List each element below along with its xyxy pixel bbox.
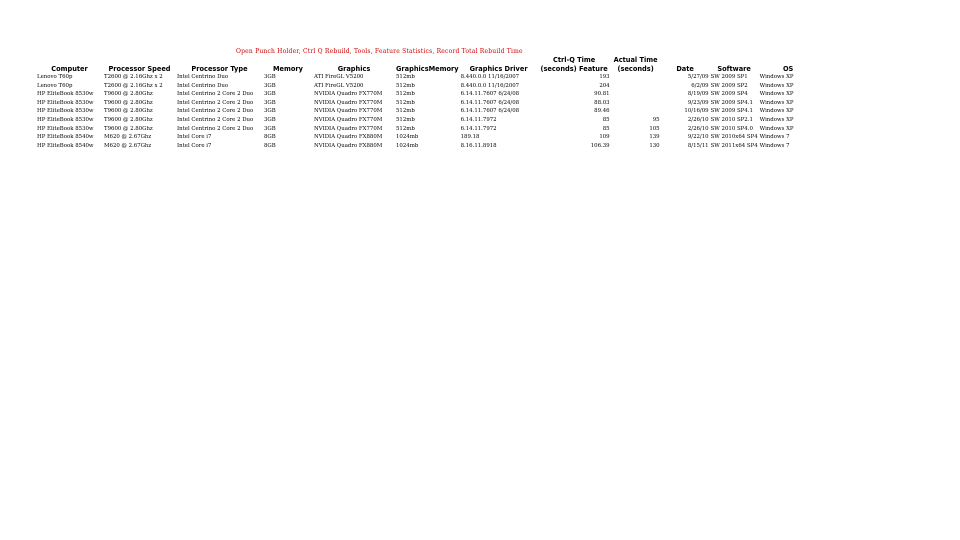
cell-ctrlq-time[interactable]: 89.46 bbox=[594, 108, 610, 115]
cell-processor-type[interactable]: Intel Core i7 bbox=[177, 134, 212, 141]
cell-os[interactable]: Windows XP bbox=[759, 82, 794, 89]
cell-software[interactable]: SW 2009 SP1 bbox=[710, 74, 748, 80]
cell-date[interactable]: 10/16/09 bbox=[684, 108, 709, 115]
cell-processor-type[interactable]: Intel Centrino 2 Core 2 Duo bbox=[177, 108, 254, 115]
cell-memory[interactable]: 3GB bbox=[264, 82, 276, 89]
cell-graphics-driver[interactable]: 6.14.11.7607 6/24/08 bbox=[460, 108, 520, 115]
cell-graphics-memory[interactable]: 512mb bbox=[396, 125, 415, 132]
cell-memory[interactable]: 3GB bbox=[264, 125, 276, 132]
header-actual-time[interactable] bbox=[611, 56, 661, 73]
cell-ctrlq-time[interactable]: 90.81 bbox=[594, 91, 610, 98]
cell-graphics-driver[interactable]: 189.18 bbox=[460, 134, 480, 141]
cell-graphics-driver[interactable]: 6.14.11.7607 6/24/08 bbox=[460, 91, 520, 98]
header-ctrlq-time-line1: Ctrl-Q Time bbox=[552, 56, 596, 64]
cell-actual-time[interactable]: 139 bbox=[649, 134, 660, 141]
cell-date[interactable]: 9/22/10 bbox=[687, 134, 709, 141]
cell-os[interactable]: Windows XP bbox=[759, 108, 794, 115]
cell-os[interactable]: Windows XP bbox=[759, 91, 794, 98]
cell-actual-time[interactable]: 105 bbox=[649, 125, 660, 132]
cell-ctrlq-time[interactable]: 193 bbox=[599, 74, 610, 80]
cell-processor-type[interactable]: Intel Centrino Duo bbox=[177, 74, 229, 80]
cell-software[interactable]: SW 2010 SP4.0 bbox=[710, 125, 753, 132]
cell-software[interactable]: SW 2009 SP4.1 bbox=[710, 99, 753, 106]
cell-memory[interactable]: 8GB bbox=[264, 142, 276, 149]
cell-computer[interactable]: HP EliteBook 8530w bbox=[37, 99, 94, 106]
cell-memory[interactable]: 3GB bbox=[264, 108, 276, 115]
cell-software[interactable]: SW 2010x64 SP4 bbox=[710, 134, 758, 141]
cell-date[interactable]: 6/2/09 bbox=[691, 82, 709, 89]
cell-graphics-driver[interactable]: 8.440.0.0 11/16/2007 bbox=[460, 82, 520, 89]
header-row bbox=[36, 56, 818, 73]
cell-processor-speed[interactable]: T9600 @ 2.80Ghz bbox=[104, 116, 153, 123]
cell-actual-time[interactable] bbox=[611, 107, 661, 116]
cell-actual-time[interactable] bbox=[611, 99, 661, 108]
cell-memory[interactable]: 3GB bbox=[264, 91, 276, 98]
cell-processor-type[interactable]: Intel Core i7 bbox=[177, 142, 212, 149]
header-graphics[interactable]: Graphics bbox=[337, 64, 371, 73]
table-row bbox=[36, 99, 818, 108]
cell-processor-type[interactable]: Intel Centrino 2 Core 2 Duo bbox=[177, 91, 254, 98]
cell-software[interactable]: SW 2009 SP4.1 bbox=[710, 108, 753, 115]
cell-processor-speed[interactable]: T9600 @ 2.80Ghz bbox=[104, 91, 153, 98]
cell-os[interactable]: Windows XP bbox=[759, 116, 794, 123]
cell-date[interactable]: 5/27/09 bbox=[687, 74, 709, 80]
sheet-caption: Open Punch Holder, Ctrl Q Rebuild, Tools, Feature Statistics, Record Total Rebuild Time bbox=[236, 48, 523, 55]
cell-software[interactable]: SW 2009 SP2 bbox=[710, 82, 748, 89]
cell-processor-speed[interactable]: M620 @ 2.67Ghz bbox=[104, 142, 152, 149]
cell-ctrlq-time[interactable]: 88.03 bbox=[594, 99, 610, 106]
cell-computer[interactable]: HP EliteBook 8530w bbox=[37, 116, 94, 123]
cell-computer[interactable]: Lenovo T60p bbox=[37, 74, 73, 80]
cell-os[interactable]: Windows 7 bbox=[759, 142, 790, 149]
cell-graphics-memory[interactable]: 512mb bbox=[396, 108, 415, 115]
cell-processor-speed[interactable]: T2600 @ 2.16Ghz x 2 bbox=[104, 74, 163, 80]
cell-ctrlq-time[interactable]: 204 bbox=[599, 82, 610, 89]
cell-memory[interactable]: 3GB bbox=[264, 99, 276, 106]
cell-computer[interactable]: HP EliteBook 8540w bbox=[37, 134, 94, 141]
cell-date[interactable]: 2/26/10 bbox=[687, 116, 709, 123]
cell-os[interactable]: Windows XP bbox=[759, 99, 794, 106]
cell-graphics-driver[interactable]: 6.14.11.7972 bbox=[460, 125, 497, 132]
table-row bbox=[36, 125, 818, 134]
header-ctrlq-time[interactable] bbox=[538, 56, 611, 73]
cell-graphics[interactable]: NVIDIA Quadro FX770M bbox=[314, 116, 383, 123]
cell-computer[interactable]: HP EliteBook 8540w bbox=[37, 142, 94, 149]
header-memory[interactable]: Memory bbox=[273, 64, 303, 73]
table-row bbox=[36, 116, 818, 125]
table-row bbox=[36, 73, 818, 82]
cell-processor-speed[interactable]: T9600 @ 2.80Ghz bbox=[104, 125, 153, 132]
header-computer[interactable]: Computer bbox=[51, 64, 88, 73]
cell-processor-speed[interactable]: T9600 @ 2.80Ghz bbox=[104, 108, 153, 115]
cell-graphics-driver[interactable]: 8.16.11.8918 bbox=[460, 142, 497, 149]
header-date[interactable]: Date bbox=[676, 64, 694, 73]
cell-graphics-memory[interactable]: 512mb bbox=[396, 82, 415, 89]
cell-graphics-memory[interactable]: 512mb bbox=[396, 99, 415, 106]
benchmark-table bbox=[36, 56, 818, 150]
cell-graphics[interactable]: NVIDIA Quadro FX770M bbox=[314, 99, 383, 106]
cell-graphics-memory[interactable]: 1024mb bbox=[396, 134, 419, 141]
cell-computer[interactable]: HP EliteBook 8530w bbox=[37, 91, 94, 98]
cell-graphics-memory[interactable]: 512mb bbox=[396, 91, 415, 98]
cell-memory[interactable]: 8GB bbox=[264, 134, 276, 141]
header-graphics-driver[interactable]: Graphics Driver bbox=[469, 64, 528, 73]
cell-os[interactable]: Windows 7 bbox=[759, 134, 790, 141]
cell-memory[interactable]: 3GB bbox=[264, 74, 276, 80]
cell-graphics-memory[interactable]: 512mb bbox=[396, 116, 415, 123]
cell-graphics-driver[interactable]: 6.14.11.7972 bbox=[460, 116, 497, 123]
cell-graphics-memory[interactable]: 1024mb bbox=[396, 142, 419, 149]
header-ctrlq-time-line2: (seconds) Feature bbox=[540, 64, 608, 73]
table-row bbox=[36, 142, 818, 151]
header-graphics-memory[interactable]: GraphicsMemory bbox=[396, 64, 459, 73]
table-row bbox=[36, 90, 818, 99]
cell-processor-type[interactable]: Intel Centrino 2 Core 2 Duo bbox=[177, 125, 254, 132]
table-body bbox=[36, 73, 818, 150]
cell-computer[interactable]: HP EliteBook 8530w bbox=[37, 125, 94, 132]
cell-processor-speed[interactable]: T2600 @ 2.16Ghz x 2 bbox=[104, 82, 163, 89]
cell-software[interactable]: SW 2010 SP2.1 bbox=[710, 116, 753, 123]
cell-date[interactable]: 9/23/09 bbox=[687, 99, 709, 106]
cell-date[interactable]: 8/15/11 bbox=[687, 142, 709, 149]
cell-graphics-memory[interactable]: 512mb bbox=[396, 74, 415, 80]
cell-actual-time[interactable]: 95 bbox=[652, 116, 660, 123]
table-row bbox=[36, 133, 818, 142]
cell-os[interactable]: Windows XP bbox=[759, 125, 794, 132]
cell-graphics-driver[interactable]: 6.14.11.7607 6/24/08 bbox=[460, 99, 520, 106]
cell-date[interactable]: 2/26/10 bbox=[687, 125, 709, 132]
cell-graphics[interactable]: NVIDIA Quadro FX880M bbox=[314, 142, 383, 149]
cell-date[interactable]: 8/19/09 bbox=[687, 91, 709, 98]
cell-processor-speed[interactable]: M620 @ 2.67Ghz bbox=[104, 134, 152, 141]
cell-processor-type[interactable]: Intel Centrino 2 Core 2 Duo bbox=[177, 116, 254, 123]
cell-computer[interactable]: HP EliteBook 8530w bbox=[37, 108, 94, 115]
cell-computer[interactable]: Lenovo T60p bbox=[37, 82, 73, 89]
cell-graphics-driver[interactable]: 8.440.0.0 11/16/2007 bbox=[460, 74, 520, 80]
cell-actual-time[interactable] bbox=[611, 73, 661, 82]
cell-software[interactable]: SW 2009 SP4 bbox=[710, 91, 748, 98]
cell-actual-time[interactable] bbox=[611, 82, 661, 91]
header-os[interactable]: OS bbox=[782, 64, 794, 73]
cell-graphics[interactable]: NVIDIA Quadro FX770M bbox=[314, 108, 383, 115]
cell-memory[interactable]: 3GB bbox=[264, 116, 276, 123]
header-actual-time-line2: (seconds) bbox=[617, 64, 654, 73]
cell-ctrlq-time[interactable]: 106.39 bbox=[590, 142, 610, 149]
header-processor-type[interactable]: Processor Type bbox=[191, 64, 248, 73]
cell-graphics[interactable]: NVIDIA Quadro FX770M bbox=[314, 125, 383, 132]
table-row bbox=[36, 82, 818, 91]
table-row bbox=[36, 107, 818, 116]
header-actual-time-line1: Actual Time bbox=[613, 56, 658, 64]
cell-processor-speed[interactable]: T9600 @ 2.80Ghz bbox=[104, 99, 153, 106]
cell-graphics[interactable]: NVIDIA Quadro FX880M bbox=[314, 134, 383, 141]
cell-software[interactable]: SW 2011x64 SP4 bbox=[710, 142, 758, 149]
cell-processor-type[interactable]: Intel Centrino 2 Core 2 Duo bbox=[177, 99, 254, 106]
cell-ctrlq-time[interactable]: 85 bbox=[602, 125, 610, 132]
cell-actual-time[interactable]: 130 bbox=[649, 142, 660, 149]
cell-actual-time[interactable] bbox=[611, 90, 661, 99]
header-processor-speed[interactable]: Processor Speed bbox=[108, 64, 171, 73]
cell-graphics[interactable]: ATI FireGL V5200 bbox=[314, 74, 364, 80]
cell-processor-type[interactable]: Intel Centrino Duo bbox=[177, 82, 229, 89]
cell-graphics[interactable]: NVIDIA Quadro FX770M bbox=[314, 91, 383, 98]
cell-graphics[interactable]: ATI FireGL V5200 bbox=[314, 82, 364, 89]
header-software[interactable]: Software bbox=[717, 64, 751, 73]
cell-os[interactable]: Windows XP bbox=[759, 74, 794, 80]
cell-ctrlq-time[interactable]: 85 bbox=[602, 116, 610, 123]
cell-ctrlq-time[interactable]: 109 bbox=[599, 134, 610, 141]
